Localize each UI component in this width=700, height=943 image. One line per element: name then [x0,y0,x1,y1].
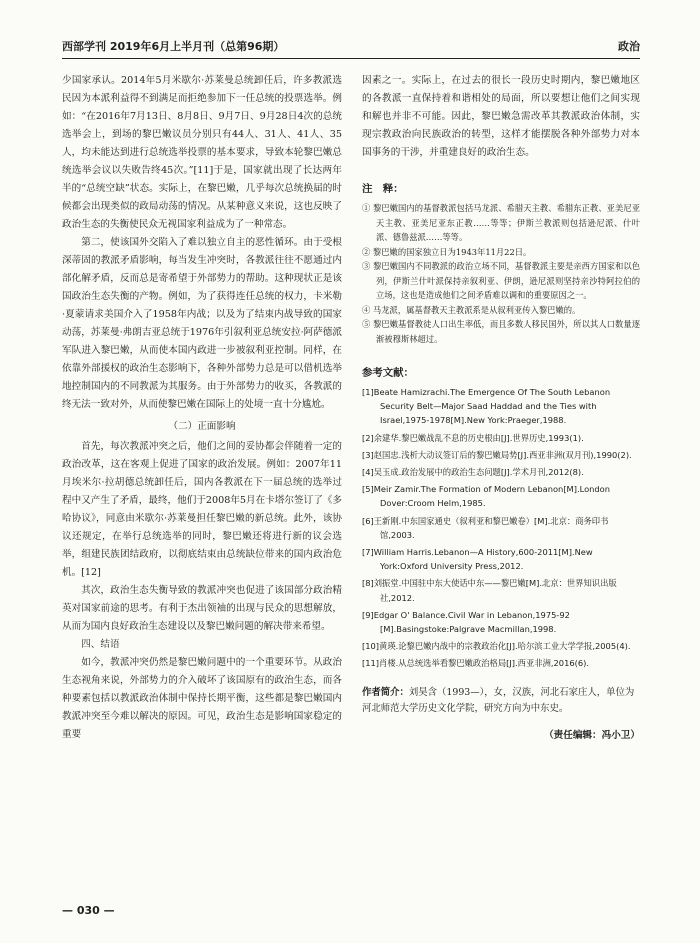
references-list [362,385,640,671]
section-heading: 四、结语 [81,639,120,650]
reference-item: [4]吴玉成.政治发展中的政治生态问题[J].学术月刊,2012(8). [362,467,584,478]
left-column [62,72,342,744]
reference-item: [9]Edgar O' Balance.Civil War in Lebanon,1975-92 [M].Basingstoke:Palgrave Macmillan,1998. [362,609,570,635]
note-item: ⑤ 黎巴嫩基督教徒人口出生率低，而且多数人移民国外，所以其人口数量逐渐被穆斯林超过。 [362,319,640,344]
body-paragraph: 因素之一。实际上，在过去的很长一段历史时期内，黎巴嫩地区的各教派一直保持着和谐相处的局面，所以要想让他们之间实现和解也并非不可能。因此，黎巴嫩急需改革其教派政治体制，实现宗教政治向民族政治的转型，这样才能摆脱各种外部势力对本国事务的干涉，并重建良好的政治生态。 [362,75,640,158]
right-column [362,72,640,741]
note-item: ② 黎巴嫩的国家独立日为1943年11月22日。 [362,246,532,257]
note-item: ① 黎巴嫩国内的基督教派包括马龙派、希腊天主教、希腊东正教、亚美尼亚天主教、亚美尼亚东正教……等等；伊斯兰教派则包括逊尼派、什叶派、德鲁兹派……等等。 [362,203,640,242]
journal-title: 西部学刊 2019年6月上半月刊（总第96期） [62,40,285,53]
body-paragraph: 如今，教派冲突仍然是黎巴嫩问题中的一个重要环节。从政治生态视角来说，外部势力的介入破坏了该国原有的政治生态，而各种要素包括以教派政治体制中保持长期平衡，这些都是黎巴嫩国内教派冲突至今难以解决的原因。可见，政治生态是影响国家稳定的重要 [62,657,342,740]
body-paragraph: 第二，使该国外交陷入了难以独立自主的恶性循环。由于受根深蒂固的教派矛盾影响，每当发生冲突时，各教派往往不愿通过内部化解矛盾，反而总是寄希望于外部势力的帮助。这种现状正是该国政治生态失衡的产物。例如，为了获得连任总统的权力，卡米勒·夏蒙请求美国介入了1958年内战；以及为了结束内战导致的国家动荡，苏莱曼·弗朗吉亚总统于1976年引叙利亚总统安拉·阿萨德派军队进入黎巴嫩，从而使本国内政进一步被叙利亚控制。同样，在依靠外部援权的政治生态影响下，各种外部势力总是可以借机选举地控制国内的不同教派为其服务。由于外部势力的收买，各教派的终无法一致对外，从而使黎巴嫩在国际上的处境一直十分尴尬。 [62,237,342,410]
running-header [62,36,640,59]
author-bio-text: 刘昊含（1993—），女，汉族，河北石家庄人，单位为河北师范大学历史文化学院，研究方向为中东史。 [362,686,635,714]
reference-item: [10]黄瑛.论黎巴嫩内战中的宗教政治化[J].哈尔滨工业大学学报,2005(4). [362,641,631,652]
body-paragraph: 少国家承认。2014年5月米歇尔·苏莱曼总统卸任后，许多教派选民因为本派利益得不到满足而拒绝参加下一任总统的投票选举。例如：“在2016年7月13日、8月8日、9月7日、9月28日4次的总统选举会上，到场的黎巴嫩议员分别只有44人、31人、41人、35人，均未能达到进行总统选举投票的基本要求，导致本轮黎巴嫩总统选举会议以失败告终45次。”[11]于是，国家就出现了长达两年半的“总统空缺”状态。实际上，在黎巴嫩，几乎每次总统换届的时候都会出现类似的政局动荡的情况。从某种意义来说，这也反映了政治生态的失衡使民众无视国家利益成为了一种常态。 [62,75,342,230]
section-label: 政治 [618,40,640,53]
reference-item: [2]余建华.黎巴嫩战乱不息的历史根由[J].世界历史,1993(1). [362,432,584,443]
reference-item: [5]Meir Zamir.The Formation of Modern Lebanon[M].London Dover:Croom Helm,1985. [362,484,611,509]
reference-item: [8]刘振堂.中国驻中东大使话中东——黎巴嫩[M].北京：世界知识出版社,2012. [362,578,617,603]
reference-item: [11]肖楼.从总统选举看黎巴嫩政治格局[J].西亚非洲,2016(6). [362,658,590,669]
page-number: — 030 — [62,904,115,917]
author-bio-label: 作者简介： [362,686,409,698]
notes-list [362,201,640,346]
note-item: ③ 黎巴嫩国内不同教派的政治立场不同，基督教派主要是亲西方国家和以色列，伊斯兰什叶派保持亲叙利亚、伊朗，逊尼派则坚持亲沙特阿拉伯的立场，这也是造成他们之间矛盾难以调和的重要原因之一。 [362,261,640,300]
author-bio [362,685,640,717]
subsection-heading: （二）正面影响 [168,421,236,432]
note-item: ④ 马龙派，属基督教天主教派系是从叙利亚传入黎巴嫩的。 [362,304,581,315]
body-paragraph: 首先，每次教派冲突之后，他们之间的妥协都会伴随着一定的政治改革，这在客观上促进了国家的政治发展。例如：2007年11月埃米尔·拉胡德总统卸任后，国内各教派在下一届总统的选举过程中又产生了矛盾，最终，他们于2008年5月在卡塔尔签订了《多哈协议》，同意由米歇尔·苏莱曼担任黎巴嫩的新总统。此外，该协议还规定，在举行总统选举的同时，黎巴嫩还将进行新的议会选举，组建民族团结政府，以彻底结束由总统缺位带来的国内政治危机。[12] [62,441,342,578]
references-heading: 参考文献： [362,367,414,379]
reference-item: [3]赵国忠.浅析大动议签订后的黎巴嫩局势[J].西亚非洲(双月刊),1990(2). [362,449,632,460]
reference-item: [6]王新刚.中东国家通史（叙利亚和黎巴嫩卷）[M].北京：商务印书馆,2003. [362,515,609,540]
reference-item: [1]Beate Hamizrachi.The Emergence Of The South Lebanon Security Belt—Major Saad Haddad and the Ties with Israel,1975-1978[M].New York:Praeger,1988. [362,387,611,426]
reference-item: [7]William Harris.Lebanon—A History,600-2011[M].New York:Oxford University Press,2012. [362,547,593,572]
body-paragraph: 其次，政治生态失衡导致的教派冲突也促进了该国部分政治精英对国家前途的思考。有利于杰出领袖的出现与民众的思想解放，从而为国内良好政治生态建设以及黎巴嫩问题的解决带来希望。 [62,585,342,632]
responsible-editor: （责任编辑：冯小卫） [544,729,640,741]
notes-heading: 注 释： [362,183,404,195]
